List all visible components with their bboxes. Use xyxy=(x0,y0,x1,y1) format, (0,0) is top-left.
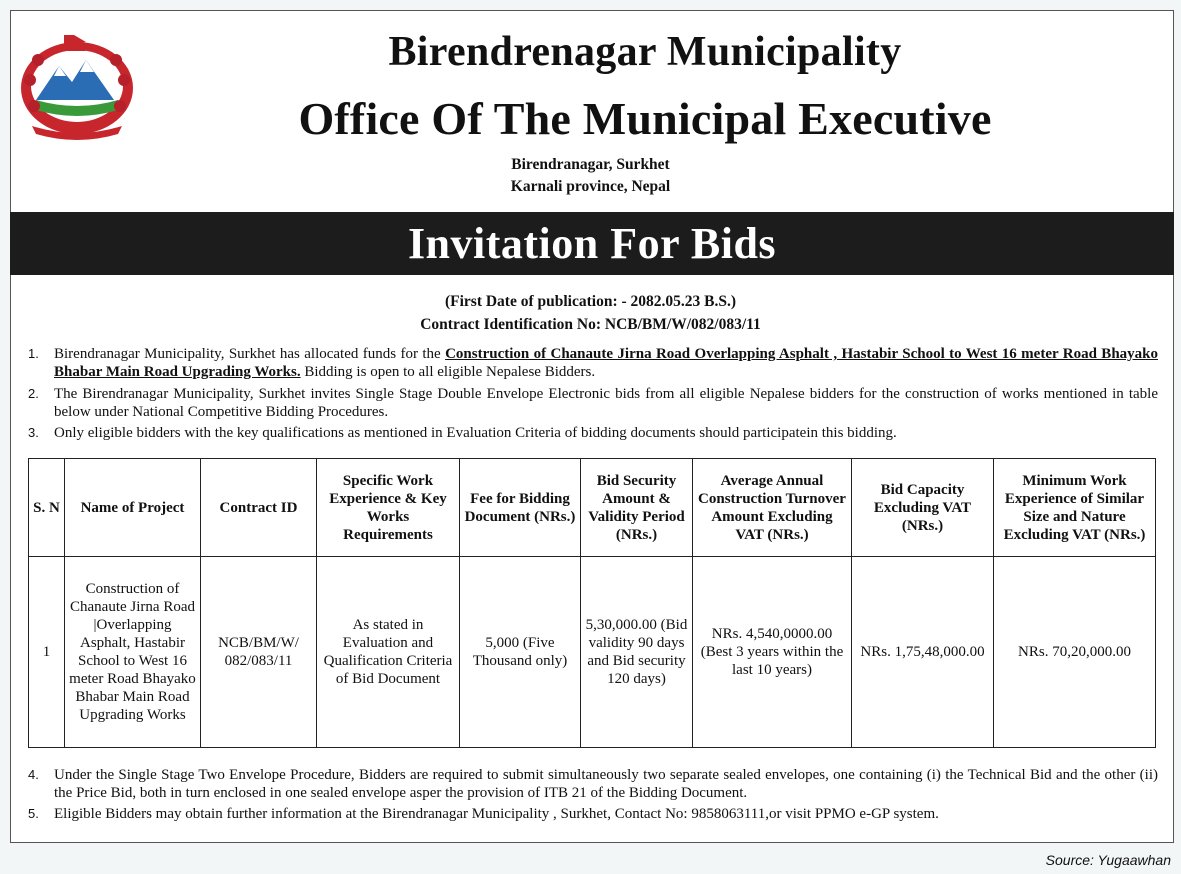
header-work-experience: Specific Work Experience & Key Works Requirements xyxy=(317,459,460,557)
header-contract-id: Contract ID xyxy=(201,459,317,557)
paragraph-text: Only eligible bidders with the key qualifications as mentioned in Evaluation Criteria of bidding documents should participatein this bidding. xyxy=(54,425,897,441)
paragraph-text: The Birendranagar Municipality, Surkhet invites Single Stage Double Envelope Electronic bids from all eligible Nepalese bidders for the construction of works mentioned in table below under National Competitive Bidding Procedures. xyxy=(54,386,1158,420)
cell-contract-id: NCB/BM/W/ 082/083/11 xyxy=(201,557,317,748)
cell-min-experience: NRs. 70,20,000.00 xyxy=(994,557,1156,748)
paragraph-number: 4. xyxy=(28,767,39,782)
paragraph-number: 3. xyxy=(28,425,39,440)
bids-table xyxy=(28,458,1156,748)
paragraph-1 xyxy=(28,345,1158,381)
cell-fee: 5,000 (Five Thousand only) xyxy=(460,557,581,748)
cell-work-experience: As stated in Evaluation and Qualification Criteria of Bid Document xyxy=(317,557,460,748)
paragraph-text: Eligible Bidders may obtain further information at the Birendranagar Municipality , Surkhet, Contact No: 9858063111,or visit PPMO e-GP system. xyxy=(54,806,939,822)
cell-bid-security: 5,30,000.00 (Bid validity 90 days and Bid security 120 days) xyxy=(581,557,693,748)
paragraph-2 xyxy=(28,385,1158,421)
source-credit: Source: Yugaawhan xyxy=(1045,852,1171,868)
address-line-2: Karnali province, Nepal xyxy=(510,178,671,195)
nepal-government-emblem xyxy=(14,30,140,142)
project-name-highlight: Construction of Chanaute Jirna Road Overlapping Asphalt , Hastabir School to West 16 meter Road Bhayako Bhabar Main Road Upgrading Works. xyxy=(54,346,1158,380)
header-fee: Fee for Bidding Document (NRs.) xyxy=(460,459,581,557)
paragraph-3 xyxy=(28,424,1158,442)
cell-project-name: Construction of Chanaute Jirna Road |Overlapping Asphalt, Hastabir School to West 16 meter Road Bhayako Bhabar Main Road Upgrading Works xyxy=(65,557,201,748)
header-bid-security: Bid Security Amount & Validity Period (NRs.) xyxy=(581,459,693,557)
header-sn: S. N xyxy=(29,459,65,557)
paragraph-text: Birendranagar Municipality, Surkhet has allocated funds for the xyxy=(54,346,446,362)
invitation-banner: Invitation For Bids xyxy=(10,212,1174,275)
paragraph-number: 5. xyxy=(28,806,39,821)
header-turnover: Average Annual Construction Turnover Amount Excluding VAT (NRs.) xyxy=(693,459,852,557)
header-project-name: Name of Project xyxy=(65,459,201,557)
paragraph-text: Bidding is open to all eligible Nepalese Bidders. xyxy=(300,364,596,380)
cell-sn: 1 xyxy=(29,557,65,748)
cell-bid-capacity: NRs. 1,75,48,000.00 xyxy=(852,557,994,748)
table-row xyxy=(29,557,1156,748)
cell-turnover: NRs. 4,540,0000.00 (Best 3 years within the last 10 years) xyxy=(693,557,852,748)
header-min-experience: Minimum Work Experience of Similar Size and Nature Excluding VAT (NRs.) xyxy=(994,459,1156,557)
table-header-row xyxy=(29,459,1156,557)
paragraph-number: 1. xyxy=(28,346,39,361)
contract-identification: Contract Identification No: NCB/BM/W/082/083/11 xyxy=(420,316,761,333)
org-name: Birendrenagar Municipality xyxy=(388,29,902,75)
paragraph-number: 2. xyxy=(28,386,39,401)
office-name: Office Of The Municipal Executive xyxy=(298,93,992,144)
paragraph-4 xyxy=(28,766,1158,802)
paragraph-text: Under the Single Stage Two Envelope Procedure, Bidders are required to submit simultaneously two separate sealed envelopes, one containing (i) the Technical Bid and the other (ii) the Price Bid, both in turn enclosed in one sealed envelope asper the provision of ITB 21 of the Bidding Document. xyxy=(54,767,1158,801)
publication-date: (First Date of publication: - 2082.05.23 B.S.) xyxy=(444,293,737,310)
paragraph-5 xyxy=(28,805,1158,823)
header-bid-capacity: Bid Capacity Excluding VAT (NRs.) xyxy=(852,459,994,557)
address-line-1: Birendranagar, Surkhet xyxy=(511,156,670,173)
